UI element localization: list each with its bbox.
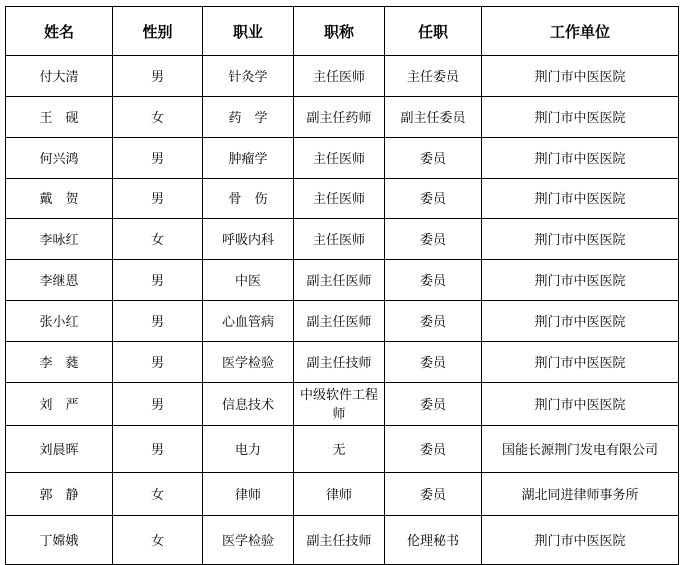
cell-position: 委员 (385, 301, 482, 342)
cell-occupation: 肿瘤学 (203, 138, 294, 179)
cell-name: 何兴鸿 (6, 138, 113, 179)
cell-occupation: 医学检验 (203, 516, 294, 565)
cell-gender: 男 (113, 138, 203, 179)
cell-position: 委员 (385, 473, 482, 516)
cell-position: 委员 (385, 179, 482, 219)
cell-name: 戴 贺 (6, 179, 113, 219)
cell-title: 副主任技师 (294, 516, 385, 565)
cell-gender: 男 (113, 426, 203, 473)
cell-work-unit: 荆门市中医医院 (482, 219, 679, 260)
column-header-title: 职称 (294, 7, 385, 56)
column-header-gender: 性别 (113, 7, 203, 56)
cell-gender: 女 (113, 516, 203, 565)
cell-name: 李咏红 (6, 219, 113, 260)
cell-position: 委员 (385, 426, 482, 473)
table-row (6, 56, 679, 97)
cell-work-unit: 湖北同进律师事务所 (482, 473, 679, 516)
cell-work-unit: 荆门市中医医院 (482, 138, 679, 179)
cell-name: 郭 静 (6, 473, 113, 516)
table-header (6, 7, 679, 56)
cell-title: 副主任医师 (294, 260, 385, 301)
cell-work-unit: 荆门市中医医院 (482, 383, 679, 426)
table-row (6, 473, 679, 516)
table-row (6, 97, 679, 138)
cell-position: 副主任委员 (385, 97, 482, 138)
cell-gender: 女 (113, 473, 203, 516)
cell-name: 李 蕤 (6, 342, 113, 383)
cell-title: 副主任药师 (294, 97, 385, 138)
cell-work-unit: 荆门市中医医院 (482, 179, 679, 219)
cell-position: 委员 (385, 383, 482, 426)
cell-gender: 男 (113, 342, 203, 383)
column-header-occupation: 职业 (203, 7, 294, 56)
cell-title: 主任医师 (294, 219, 385, 260)
cell-occupation: 电力 (203, 426, 294, 473)
cell-name: 付大清 (6, 56, 113, 97)
members-table (5, 6, 679, 565)
table-row (6, 138, 679, 179)
cell-gender: 男 (113, 301, 203, 342)
cell-occupation: 信息技术 (203, 383, 294, 426)
cell-name: 张小红 (6, 301, 113, 342)
table-row (6, 516, 679, 565)
cell-gender: 男 (113, 56, 203, 97)
cell-gender: 男 (113, 179, 203, 219)
cell-title: 主任医师 (294, 56, 385, 97)
cell-name: 王 砚 (6, 97, 113, 138)
cell-occupation: 药 学 (203, 97, 294, 138)
cell-gender: 男 (113, 383, 203, 426)
cell-occupation: 心血管病 (203, 301, 294, 342)
cell-work-unit: 荆门市中医医院 (482, 56, 679, 97)
cell-occupation: 医学检验 (203, 342, 294, 383)
table-row (6, 383, 679, 426)
cell-work-unit: 荆门市中医医院 (482, 301, 679, 342)
cell-position: 委员 (385, 342, 482, 383)
cell-occupation: 律师 (203, 473, 294, 516)
table-row (6, 301, 679, 342)
cell-gender: 男 (113, 260, 203, 301)
table-row (6, 260, 679, 301)
cell-position: 委员 (385, 138, 482, 179)
cell-occupation: 针灸学 (203, 56, 294, 97)
cell-occupation: 中医 (203, 260, 294, 301)
cell-name: 丁嫦娥 (6, 516, 113, 565)
cell-title: 副主任技师 (294, 342, 385, 383)
table-body (6, 56, 679, 565)
cell-title: 律师 (294, 473, 385, 516)
cell-gender: 女 (113, 97, 203, 138)
table-row (6, 426, 679, 473)
cell-position: 委员 (385, 260, 482, 301)
cell-work-unit: 荆门市中医医院 (482, 260, 679, 301)
cell-occupation: 骨 伤 (203, 179, 294, 219)
cell-position: 主任委员 (385, 56, 482, 97)
cell-name: 刘晨晖 (6, 426, 113, 473)
cell-position: 伦理秘书 (385, 516, 482, 565)
column-header-position: 任职 (385, 7, 482, 56)
cell-position: 委员 (385, 219, 482, 260)
cell-title: 无 (294, 426, 385, 473)
table-row (6, 219, 679, 260)
cell-title: 主任医师 (294, 179, 385, 219)
cell-name: 刘 严 (6, 383, 113, 426)
cell-work-unit: 荆门市中医医院 (482, 516, 679, 565)
column-header-work-unit: 工作单位 (482, 7, 679, 56)
header-row (6, 7, 679, 56)
cell-work-unit: 荆门市中医医院 (482, 97, 679, 138)
cell-work-unit: 国能长源荆门发电有限公司 (482, 426, 679, 473)
table-row (6, 179, 679, 219)
cell-work-unit: 荆门市中医医院 (482, 342, 679, 383)
table-row (6, 342, 679, 383)
cell-name: 李继恩 (6, 260, 113, 301)
cell-gender: 女 (113, 219, 203, 260)
column-header-name: 姓名 (6, 7, 113, 56)
cell-occupation: 呼吸内科 (203, 219, 294, 260)
cell-title: 主任医师 (294, 138, 385, 179)
cell-title: 副主任医师 (294, 301, 385, 342)
cell-title: 中级软件工程师 (294, 383, 385, 426)
